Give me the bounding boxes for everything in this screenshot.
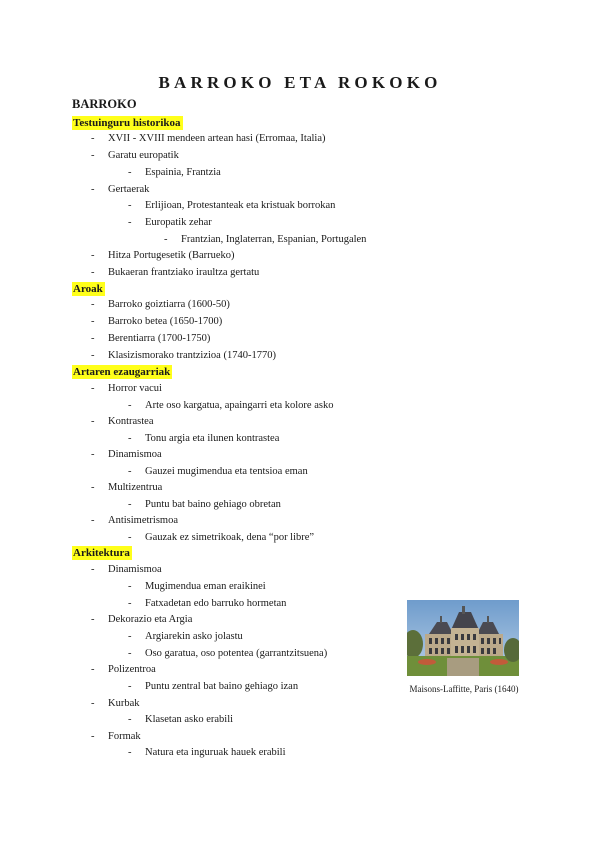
list-item: - Argiarekin asko jolastu xyxy=(128,631,243,642)
list-item: - Gauzei mugimendua eta tentsioa eman xyxy=(128,466,308,477)
list-item: - Klasizismorako trantzizioa (1740-1770) xyxy=(91,350,276,361)
list-item: - Frantzian, Inglaterran, Espanian, Portugalen xyxy=(164,234,367,245)
list-item: - XVII - XVIII mendeen artean hasi (Erromaa, Italia) xyxy=(91,133,326,144)
list-item: - Polizentroa xyxy=(91,664,156,675)
section-heading: BARROKO xyxy=(72,97,137,111)
list-item: - Barroko betea (1650-1700) xyxy=(91,316,223,327)
heading-testuinguru: Testuinguru historikoa xyxy=(73,117,181,129)
list-item: - Dekorazio eta Argia xyxy=(91,614,193,625)
list-item: - Arte oso kargatua, apaingarri eta kolore asko xyxy=(128,400,334,411)
list-item: - Garatu europatik xyxy=(91,150,179,161)
list-item: - Oso garatua, oso potentea (garrantzitsuena) xyxy=(128,648,328,659)
list-item: - Horror vacui xyxy=(91,383,162,394)
list-item: - Barroko goiztiarra (1600-50) xyxy=(91,299,230,310)
chateau-illustration xyxy=(407,600,519,676)
list-item: - Gertaerak xyxy=(91,184,150,195)
list-item: - Fatxadetan edo barruko hormetan xyxy=(128,598,287,609)
list-item: - Antisimetrismoa xyxy=(91,515,178,526)
list-item: - Kurbak xyxy=(91,698,140,709)
list-item: - Berentiarra (1700-1750) xyxy=(91,333,211,344)
list-item: - Natura eta inguruak hauek erabili xyxy=(128,747,286,758)
list-item: - Formak xyxy=(91,731,141,742)
heading-arkitektura: Arkitektura xyxy=(73,547,130,559)
list-item: - Erlijioan, Protestanteak eta kristuak borrokan xyxy=(128,200,336,211)
list-item: - Multizentrua xyxy=(91,482,163,493)
list-item: - Tonu argia eta ilunen kontrastea xyxy=(128,433,280,444)
heading-aroak: Aroak xyxy=(73,283,103,295)
list-item: - Mugimendua eman eraikinei xyxy=(128,581,266,592)
list-item: - Dinamismoa xyxy=(91,564,162,575)
list-item: - Bukaeran frantziako iraultza gertatu xyxy=(91,267,260,278)
list-item: - Puntu zentral bat baino gehiago izan xyxy=(128,681,299,692)
list-item: - Klasetan asko erabili xyxy=(128,714,234,725)
list-item: - Dinamismoa xyxy=(91,449,162,460)
page-title: BARROKO ETA ROKOKO xyxy=(158,73,442,92)
image-caption: Maisons-Laffitte, Paris (1640) xyxy=(409,684,519,694)
list-item: - Kontrastea xyxy=(91,416,154,427)
list-item: - Hitza Portugesetik (Barrueko) xyxy=(91,250,235,261)
list-item: - Espainia, Frantzia xyxy=(128,167,221,178)
list-item: - Europatik zehar xyxy=(128,217,212,228)
list-item: - Gauzak ez simetrikoak, dena “por libre” xyxy=(128,532,315,543)
chateau-photo xyxy=(407,600,519,676)
heading-ezaugarriak: Artaren ezaugarriak xyxy=(73,366,171,378)
list-item: - Puntu bat baino gehiago obretan xyxy=(128,499,281,510)
